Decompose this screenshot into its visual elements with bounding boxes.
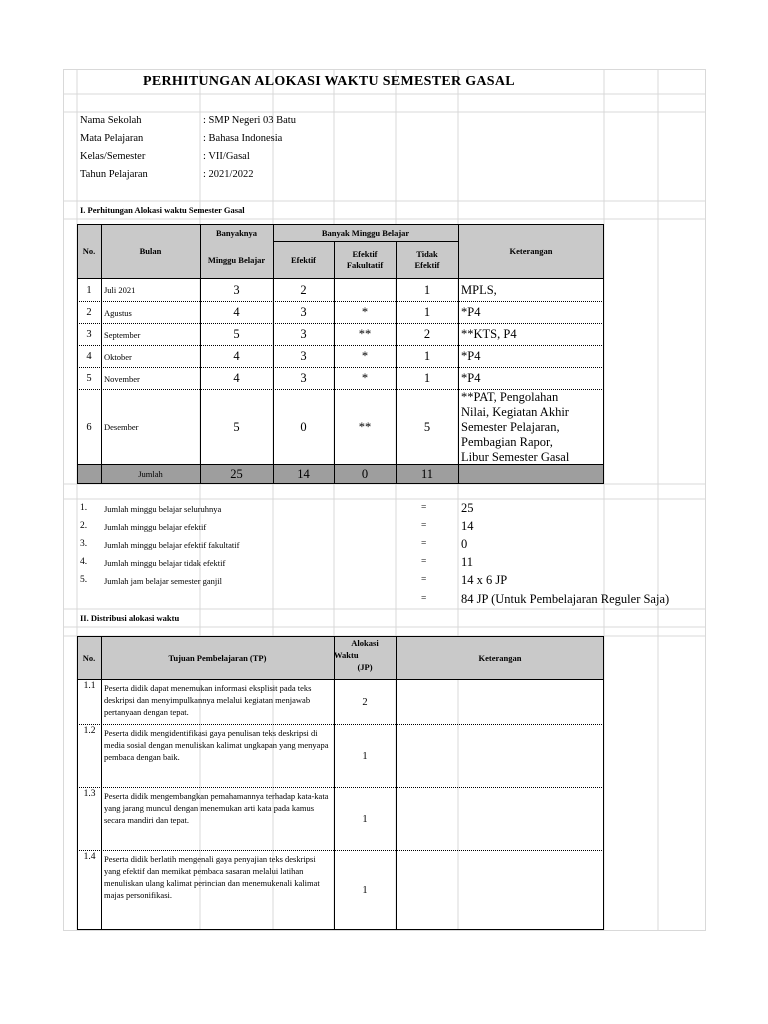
row-2-bulan: Agustus	[104, 307, 132, 318]
dist-row-4-no: 1.4	[83, 852, 96, 862]
summary-5-label: Jumlah jam belajar semester ganjil	[104, 576, 223, 586]
row-1-ket: MPLS,	[461, 282, 497, 297]
row-5-tidak: 1	[423, 371, 431, 385]
dist-row-2-tp: Peserta didik mengidentifikasi gaya penulisan teks deskripsi di media sosial dengan menuliskan kalimat ungkapan yang menyapa pembaca dengan baik.	[104, 728, 329, 762]
dist-row-1-tp: Peserta didik dapat menemukan informasi eksplisit pada teks deskripsi dan menyimpulkannya melalui kegiatan menjawab pertanyaan dengan tepat.	[104, 683, 312, 717]
header-no: No.	[82, 246, 96, 256]
row-5-fakultatif: *	[361, 371, 369, 385]
row-4-bulan: Oktober	[104, 351, 132, 362]
dist-header-no: No.	[82, 652, 96, 663]
dist-header-keterangan: Keterangan	[478, 652, 522, 663]
info-label-class: Kelas/Semester	[80, 151, 146, 162]
spreadsheet-page	[63, 69, 706, 931]
dist-header-tp: Tujuan Pembelajaran (TP)	[168, 652, 267, 663]
dist-row-3-no: 1.3	[83, 789, 96, 799]
row-6-ket: **PAT, Pengolahan Nilai, Kegiatan Akhir Semester Pelajaran, Pembagian Rapor, Libur Semester Gasal	[461, 390, 570, 463]
section-1-title: I. Perhitungan Alokasi waktu Semester Gasal	[80, 205, 245, 215]
row-6-efektif: 0	[300, 419, 307, 434]
row-3-fakultatif: **	[358, 327, 372, 341]
info-value-subject: : Bahasa Indonesia	[203, 133, 283, 144]
info-value-year: : 2021/2022	[203, 169, 254, 180]
total-efektif: 14	[297, 466, 310, 481]
header-bulan: Bulan	[139, 246, 162, 256]
row-4-ket: *P4	[461, 349, 481, 363]
row-4-no: 4	[86, 351, 92, 362]
row-2-efektif: 3	[300, 305, 307, 319]
row-3-minggu: 5	[233, 327, 240, 341]
summary-5-value: 14 x 6 JP	[461, 573, 508, 587]
row-2-fakultatif: *	[361, 305, 369, 319]
page-title: PERHITUNGAN ALOKASI WAKTU SEMESTER GASAL	[143, 74, 515, 89]
dist-row-1-jp: 2	[362, 696, 368, 708]
row-2-tidak: 1	[423, 305, 431, 319]
row-6-fakultatif: **	[358, 419, 372, 434]
row-3-efektif: 3	[300, 327, 307, 341]
dist-row-3-jp: 1	[362, 813, 368, 825]
summary-4-eq: =	[421, 557, 427, 567]
dist-row-2-no: 1.2	[83, 726, 96, 736]
dist-row-3-tp: Peserta didik mengembangkan pemahamannya terhadap kata-kata yang jarang muncul dengan menemukan arti kata pada kamus secara mandiri dan tepat.	[104, 791, 329, 825]
header-efektif: Efektif	[290, 254, 317, 265]
row-1-minggu: 3	[233, 282, 240, 297]
dist-row-1-no: 1.1	[83, 681, 96, 691]
summary-6-value: 84 JP (Untuk Pembelajaran Reguler Saja)	[461, 592, 670, 606]
row-4-fakultatif: *	[361, 349, 369, 363]
dist-header-alokasi-line1: Alokasi	[351, 638, 379, 648]
row-5-minggu: 4	[233, 371, 240, 385]
dist-row-4-jp: 1	[362, 884, 368, 896]
row-5-bulan: November	[104, 373, 140, 384]
summary-2-eq: =	[421, 521, 427, 531]
dist-header-alokasi-line3: (JP)	[357, 662, 373, 672]
total-tidak: 11	[420, 466, 434, 481]
info-label-school: Nama Sekolah	[80, 115, 142, 126]
row-3-tidak: 2	[423, 327, 431, 341]
total-label: Jumlah	[138, 469, 163, 479]
section-2-title: II. Distribusi alokasi waktu	[80, 613, 180, 623]
header-banyak-minggu: Banyak Minggu Belajar	[321, 227, 410, 238]
summary-3-eq: =	[421, 539, 427, 549]
header-keterangan: Keterangan	[509, 246, 553, 256]
summary-1-value: 25	[461, 501, 474, 515]
summary-5-no: 5.	[80, 575, 88, 585]
summary-1-no: 1.	[80, 503, 88, 513]
total-minggu: 25	[230, 466, 243, 481]
header-banyaknya: Banyaknya	[215, 227, 258, 238]
row-6-minggu: 5	[233, 419, 240, 434]
header-minggu-belajar: Minggu Belajar	[207, 254, 266, 265]
summary-2-label: Jumlah minggu belajar efektif	[104, 522, 207, 532]
header-efektif-fakultatif: Efektif Fakultatif	[346, 248, 384, 270]
row-2-minggu: 4	[233, 305, 240, 319]
row-6-bulan: Desember	[104, 422, 139, 432]
row-6-no: 6	[86, 421, 92, 433]
row-1-no: 1	[86, 284, 92, 296]
summary-1-eq: =	[421, 503, 427, 513]
dist-row-4-tp: Peserta didik berlatih mengenali gaya penyajian teks deskripsi yang efektif dan memikat pembaca sasaran melalui latihan menuliskan ulang kalimat perincian dan menemukenali kalimat majas personifikasi.	[104, 854, 320, 900]
summary-5-eq: =	[421, 575, 427, 585]
summary-4-value: 11	[461, 555, 474, 569]
summary-4-no: 4.	[80, 557, 88, 567]
summary-4-label: Jumlah minggu belajar tidak efektif	[104, 558, 226, 568]
row-1-efektif: 2	[300, 282, 307, 297]
dist-header-alokasi	[334, 637, 396, 673]
summary-6-eq: =	[421, 594, 427, 604]
summary-3-no: 3.	[80, 539, 88, 549]
header-tidak-efektif: Tidak Efektif	[414, 248, 440, 270]
row-4-efektif: 3	[300, 349, 307, 363]
row-2-ket: *P4	[461, 305, 481, 319]
summary-3-value: 0	[461, 537, 468, 551]
row-5-no: 5	[86, 373, 92, 384]
dist-header-alokasi-line2: Waktu	[334, 650, 359, 660]
row-4-minggu: 4	[233, 349, 240, 363]
summary-2-no: 2.	[80, 521, 88, 531]
row-2-no: 2	[86, 307, 92, 318]
row-5-efektif: 3	[300, 371, 307, 385]
row-1-tidak: 1	[423, 282, 431, 297]
row-4-tidak: 1	[423, 349, 431, 363]
row-1-bulan: Juli 2021	[104, 285, 136, 295]
summary-1-label: Jumlah minggu belajar seluruhnya	[104, 504, 222, 514]
row-3-no: 3	[86, 329, 92, 340]
row-3-bulan: September	[104, 329, 141, 340]
info-label-subject: Mata Pelajaran	[80, 133, 144, 144]
row-6-tidak: 5	[423, 419, 431, 434]
summary-2-value: 14	[461, 519, 474, 533]
row-3-ket: **KTS, P4	[461, 327, 517, 341]
total-fakultatif: 0	[361, 466, 369, 481]
info-label-year: Tahun Pelajaran	[80, 169, 148, 180]
info-value-class: : VII/Gasal	[203, 151, 250, 162]
row-5-ket: *P4	[461, 371, 481, 385]
info-value-school: : SMP Negeri 03 Batu	[203, 115, 296, 126]
summary-3-label: Jumlah minggu belajar efektif fakultatif	[104, 540, 240, 550]
dist-row-2-jp: 1	[362, 750, 368, 762]
